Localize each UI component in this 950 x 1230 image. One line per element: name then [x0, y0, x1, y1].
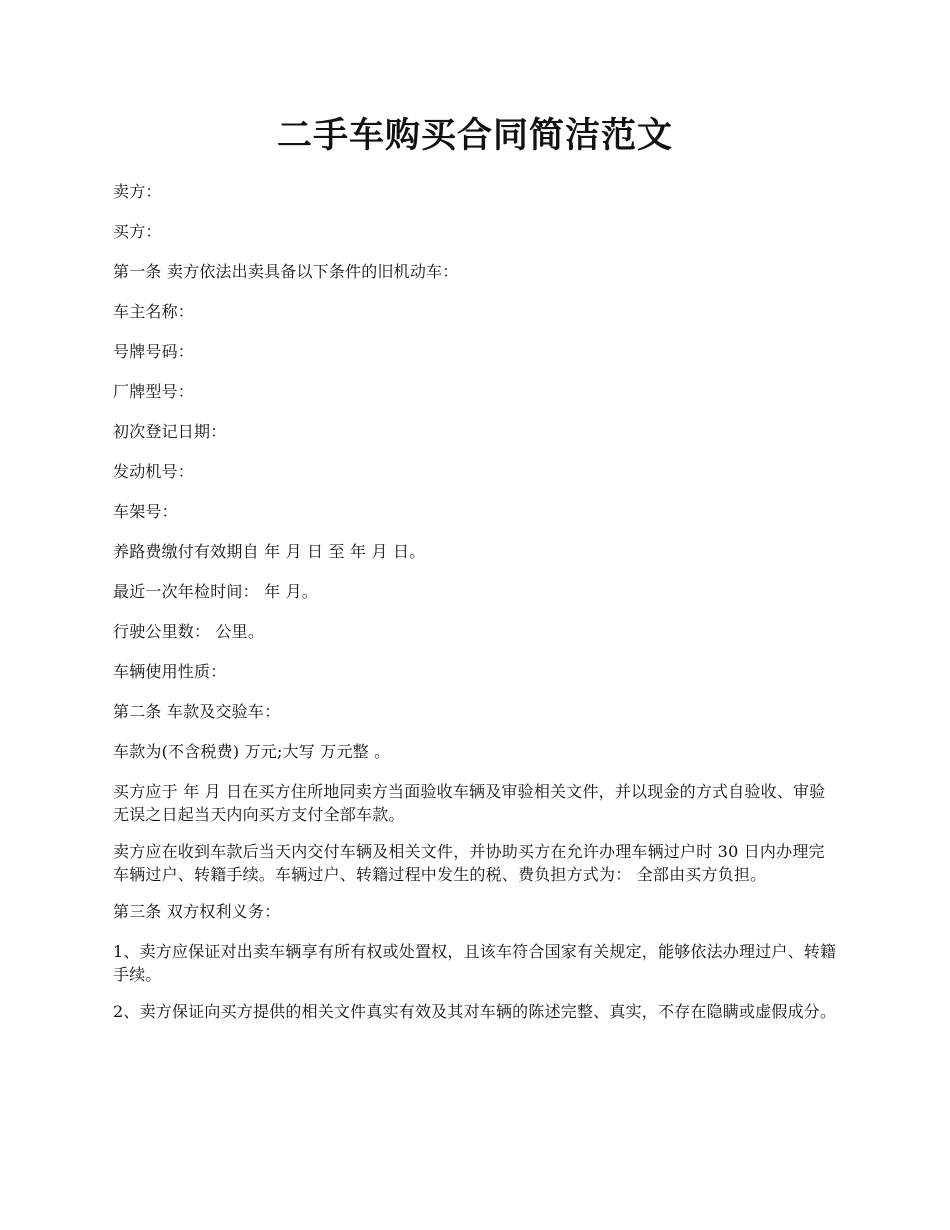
paragraph-buyer: 买方： [113, 222, 162, 241]
paragraph-frame-number: 车架号： [113, 502, 178, 521]
paragraph-usage-type: 车辆使用性质： [113, 662, 227, 681]
paragraph-seller: 卖方： [113, 182, 162, 201]
paragraph-annual-inspection: 最近一次年检时间： 年 月。 [113, 582, 318, 601]
paragraph-price: 车款为(不含税费) 万元;大写 万元整 。 [113, 742, 391, 761]
paragraph-obligation-1: 1、卖方应保证对出卖车辆享有所有权或处置权，且该车符合国家有关规定，能够依法办理过户、转籍手续。 [113, 942, 837, 984]
paragraph-delivery: 卖方应在收到车款后当天内交付车辆及相关文件，并协助买方在允许办理车辆过户时 30 日内办理完车辆过户、转籍手续。车辆过户、转籍过程中发生的税、费负担方式为： 全部由买方负担。 [113, 842, 825, 884]
paragraph-obligation-2: 2、卖方保证向买方提供的相关文件真实有效及其对车辆的陈述完整、真实，不存在隐瞒或虚假成分。 [113, 1002, 837, 1021]
paragraph-owner-name: 车主名称： [113, 302, 195, 321]
paragraph-payment: 买方应于 年 月 日在买方住所地同卖方当面验收车辆及审验相关文件，并以现金的方式自验收、审验无误之日起当天内向买方支付全部车款。 [113, 782, 826, 824]
document-body [113, 180, 838, 1037]
paragraph-article-1: 第一条 卖方依法出卖具备以下条件的旧机动车： [113, 262, 459, 281]
paragraph-mileage: 行驶公里数： 公里。 [113, 622, 265, 641]
paragraph-first-registration: 初次登记日期： [113, 422, 227, 441]
paragraph-article-3: 第三条 双方权利义务： [113, 902, 281, 921]
paragraph-plate-number: 号牌号码： [113, 342, 195, 361]
paragraph-brand-model: 厂牌型号： [113, 382, 195, 401]
paragraph-road-fee: 养路费缴付有效期自 年 月 日 至 年 月 日。 [113, 542, 426, 561]
paragraph-article-2: 第二条 车款及交验车： [113, 702, 281, 721]
paragraph-engine-number: 发动机号： [113, 462, 195, 481]
document-title: 二手车购买合同简洁范文 [276, 115, 673, 156]
